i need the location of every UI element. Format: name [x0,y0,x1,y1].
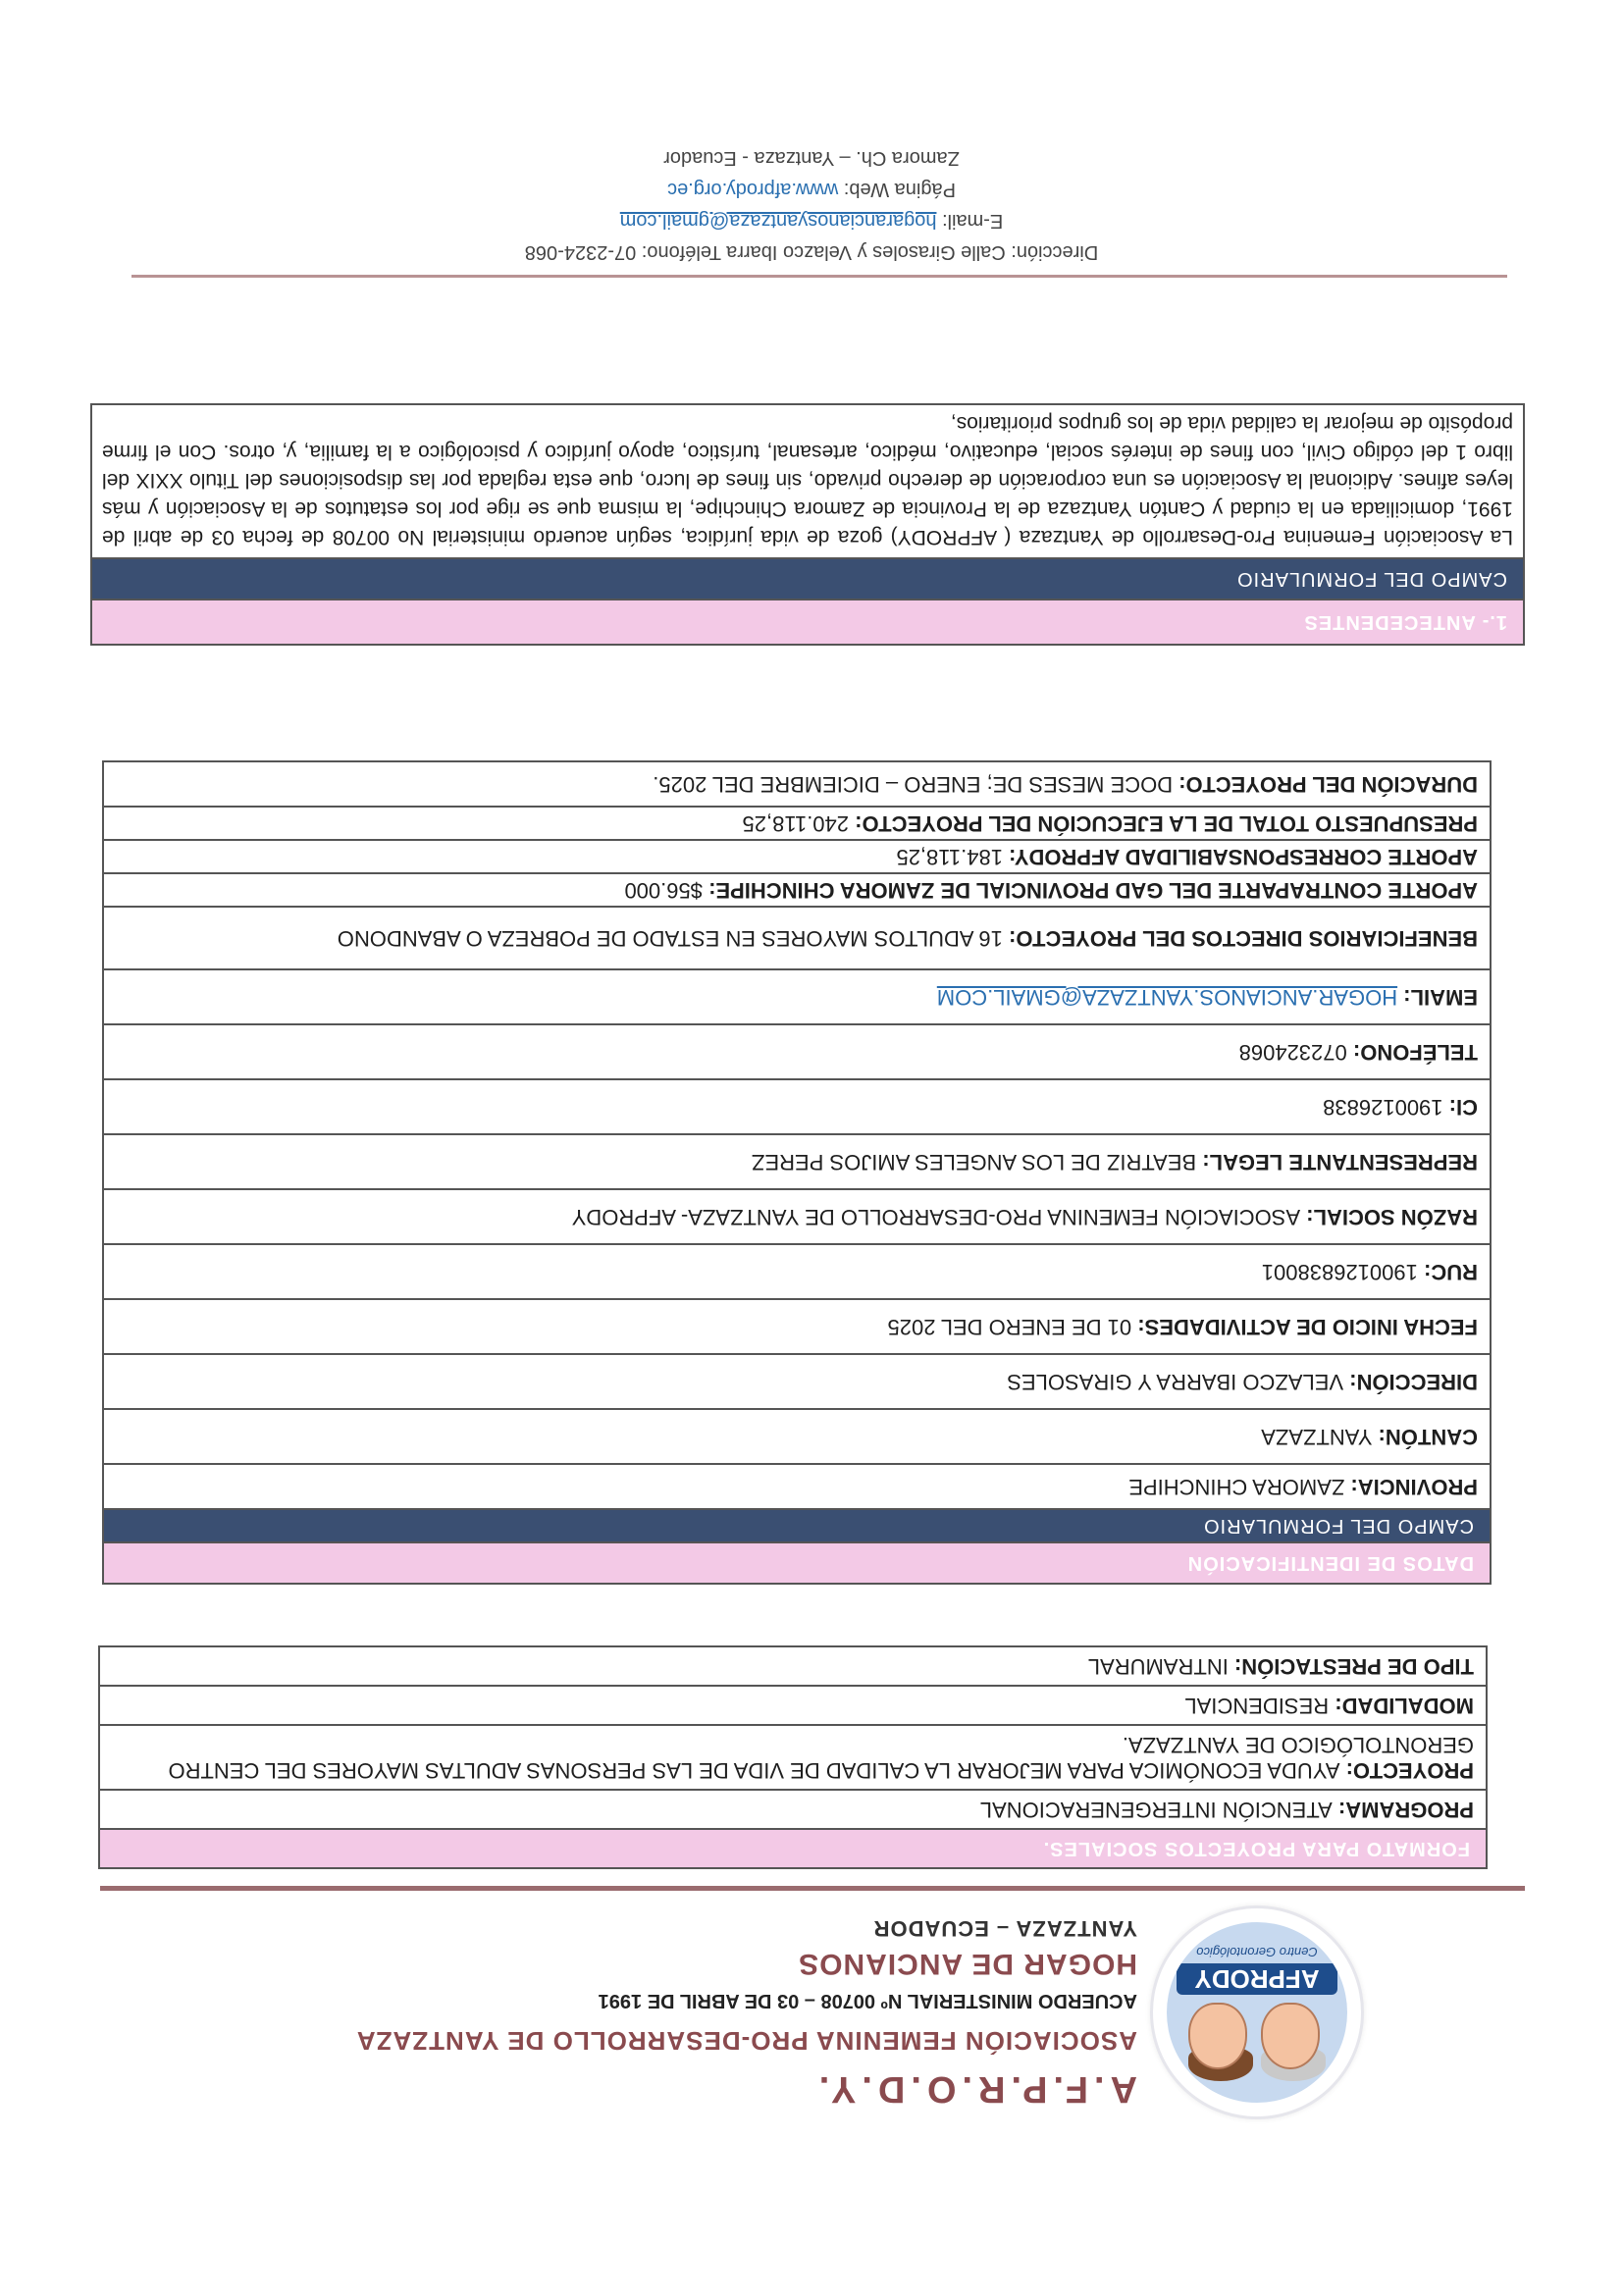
id-row [104,1465,1490,1510]
row-value: 01 DE ENERO DEL 2025 [887,1315,1132,1339]
id-row [104,970,1490,1025]
id-row [104,1190,1490,1245]
row-label: FECHA INICIO DE ACTIVIDADES: [1137,1315,1478,1339]
format-heading: FORMATO PARA PROYECTOS SOCIALES. [100,1830,1486,1867]
row-label: CANTÓN: [1378,1425,1478,1449]
home-name: HOGAR DE ANCIANOS [798,1948,1137,1980]
row-value: VELAZCO IBARRA Y GIRASOLES [1007,1370,1344,1394]
row-value: DOCE MESES DE; ENERO – DICIEMBRE DEL 2025. [653,772,1174,797]
row-label: PROVINCIA: [1350,1475,1478,1499]
logo-subtitle: Centro Gerontológico [1196,1945,1318,1959]
row-label: BENEFICIARIOS DIRECTOS DEL PROYECTO: [1009,926,1478,951]
row-label: PROGRAMA: [1337,1798,1474,1822]
row-value: RESIDENCIAL [1184,1694,1330,1718]
id-row [104,1355,1490,1410]
id-row [104,1410,1490,1465]
footer-web-line [98,178,1525,200]
id-row [104,1300,1490,1355]
row-label: APORTE CORRESPONSABILIDAD AFPRODY: [1009,845,1478,869]
row-value: 1900126838001 [1261,1260,1418,1284]
footer-email-line [98,209,1525,232]
row-label: EMAIL: [1403,985,1478,1010]
row-label: TIPO DE PRESTACIÓN: [1233,1654,1474,1679]
footer-address: Dirección: Calle Girasoles y Velazco Ibarra Teléfono: 07-2324-068 [524,241,1099,263]
row-value: ZAMORA CHINCHIPE [1128,1475,1345,1499]
format-table [98,1645,1488,1869]
row-value: 16 ADULTOS MAYORES EN ESTADO DE POBREZA O ABANDONO [337,926,1003,951]
row-value: 072324068 [1238,1040,1347,1065]
footer-web-link[interactable]: www.afprody.org.ec [667,179,839,200]
id-row [104,762,1490,808]
format-row [100,1726,1486,1791]
row-label: PRESUPUESTO TOTAL DE LA EJECUCIÓN DEL PROYECTO: [855,811,1478,836]
footer-divider [131,275,1507,278]
identification-heading: DATOS DE IDENTIFICACIÓN [104,1543,1490,1583]
location-line: YANTZAZA – ECUADOR [872,1916,1137,1941]
row-label: RAZÓN SOCIAL: [1306,1205,1478,1229]
header-divider [100,1886,1525,1891]
row-label: DURACIÓN DEL PROYECTO: [1178,772,1478,797]
id-row [104,1135,1490,1190]
row-value: ATENCIÓN INTERGENERACIONAL [979,1798,1333,1822]
id-row [104,1025,1490,1080]
row-label: PROYECTO: [1345,1758,1474,1783]
identification-subheading: CAMPO DEL FORMULARIO [104,1510,1490,1543]
identification-table [102,760,1492,1585]
row-label: DIRECCIÓN: [1349,1370,1478,1394]
row-label: TELÉFONO: [1352,1040,1478,1065]
row-value: AYUDA ECONÓMICA PARA MEJORAR LA CALIDAD DE VIDA DE LAS PERSONAS ADULTAS MAYORES DEL CENTRO GERONTOLÓGICO DE YANTZAZA. [168,1733,1474,1783]
row-value: $56.000 [624,878,703,903]
format-row [100,1687,1486,1726]
row-value: 184.118,25 [896,845,1003,869]
afprody-logo [1150,1905,1364,2119]
antecedentes-heading: 1.- ANTECEDENTES [92,600,1523,644]
footer-city: Zamora Ch. – Yantzaza - Ecuador [663,147,960,169]
id-row [104,841,1490,874]
antecedentes-text: La Asociación Femenina Pro-Desarrollo de Yantzaza ( AFPRODY) goza de vida jurídica, según acuerdo ministerial No 00708 de fecha 03 de abril de 1991, domiciliada en la ciudad y Cantón Yantzaza de la Provincia de Zamora Chinchipe, la misma que se rige por los estatutos de la Asociación y más leyes afines. Adicional la Asociación es una corporación de derecho privado, sin fines de lucro, que esta reglada por las disposiciones del Titulo XXIX del libro 1 del código Civil, con fines de interés social, educativo, médico, artesanal, turístico, apoyo jurídico y psicológico a la familia, y, otros. Con el firme propósito de mejorar la calidad vida de los grupos prioritarios, [92,405,1523,559]
id-row [104,908,1490,970]
antecedentes-subheading: CAMPO DEL FORMULARIO [92,559,1523,600]
format-row [100,1791,1486,1830]
row-value: YANTZAZA [1261,1425,1373,1449]
id-row [104,1080,1490,1135]
row-value: INTRAMURAL [1087,1654,1229,1679]
web-label: Página Web: [843,179,956,200]
antecedentes-table [90,403,1525,646]
id-row [104,874,1490,908]
format-row [100,1647,1486,1687]
row-label: RUC: [1424,1260,1478,1284]
row-value: 1900126838 [1323,1095,1443,1120]
logo-text: AFPRODY [1177,1963,1337,1995]
row-value: ASOCIACIÓN FEMENINA PRO-DESARROLLO DE YANTZAZA- AFPRODY [571,1205,1301,1229]
org-name: ASOCIACIÓN FEMENINA PRO-DESARROLLO DE YANTZAZA [355,2026,1137,2056]
email-link[interactable]: HOGAR.ANCIANOS.YANTZAZA@GMAIL.COM [936,985,1398,1010]
agreement-line: ACUERDO MINISTERIAL Nº 00708 – 03 DE ABRIL DE 1991 [598,1990,1137,2011]
id-row [104,808,1490,841]
row-value: BEATRIZ DE LOS ANGELES AMIJOS PEREZ [751,1150,1197,1174]
row-label: REPRESENTANTE LEGAL: [1202,1150,1478,1174]
footer-email-link[interactable]: hogarancianosyantzaza@gmail.com [619,210,937,232]
id-row [104,1245,1490,1300]
page-title: A.F.P.R.O.D.Y. [812,2068,1137,2110]
row-label: CI: [1448,1095,1478,1120]
email-label: E-mail: [942,210,1004,232]
row-label: APORTE CONTRAPARTE DEL GAD PROVINCIAL DE ZAMORA CHINCHIPE: [708,878,1478,903]
row-value: 240.118,25 [742,811,850,836]
row-label: MODALIDAD: [1335,1694,1474,1718]
